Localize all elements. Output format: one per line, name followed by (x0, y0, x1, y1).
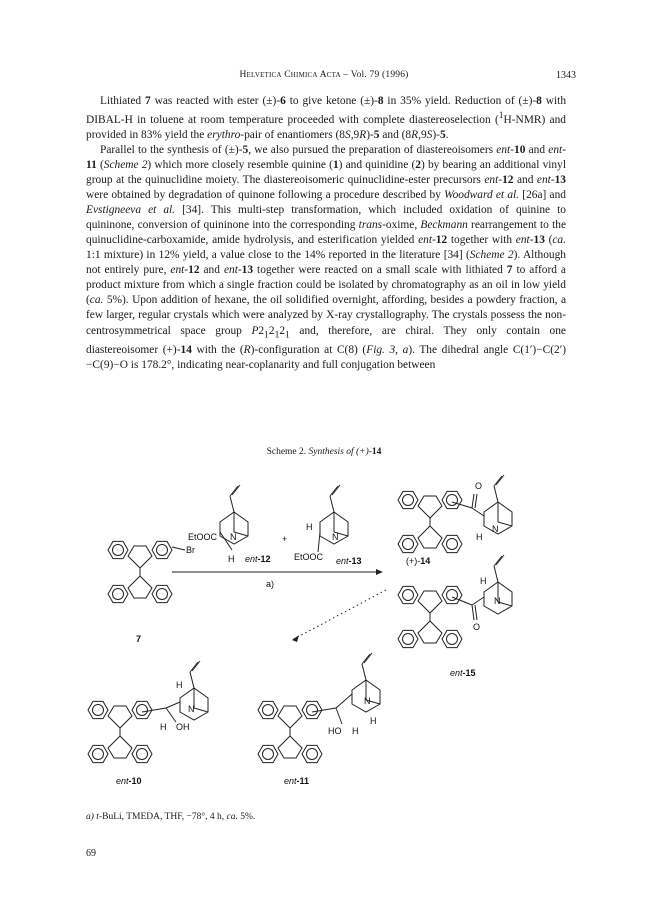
text-run: Fig. 3, a (366, 343, 409, 356)
text-run: 2 (268, 324, 275, 337)
journal-volume: – Vol. 79 (1996) (340, 70, 409, 80)
text-run: was reacted with ester (±)- (150, 95, 281, 107)
text-run: ent (548, 143, 563, 156)
text-run: rearrangement to the quinuclidine-carboxamide, amide hydrolysis, and esterification yielded (86, 219, 566, 247)
scheme-prefix: Scheme 2. (266, 447, 309, 457)
text-run: 11 (86, 158, 97, 171)
scheme-footnote (86, 812, 255, 822)
text-run: 8 (536, 95, 542, 107)
text-run: 1 (264, 329, 269, 340)
ent-11-h2-label: H (352, 726, 359, 736)
text-run: Scheme 2 (469, 249, 514, 262)
text-run: Parallel to the synthesis of (±)- (100, 143, 243, 156)
text-run: 1 (498, 111, 504, 122)
text-run: - (550, 174, 555, 187)
conditions-label: a) (266, 579, 275, 589)
footnote-ca: ca. (226, 812, 238, 822)
running-head (0, 70, 648, 80)
text-run: 1 (332, 158, 339, 171)
text-run: R (243, 343, 251, 356)
text-run: 1 (274, 329, 280, 340)
reaction-arrowhead (376, 569, 383, 575)
text-run: ent (515, 234, 530, 247)
journal-name: Helvetica Chimica Acta (239, 70, 341, 80)
text-run: ,9 (418, 128, 427, 141)
text-run: ,9 (350, 128, 360, 141)
text-run: ent (418, 234, 432, 247)
compound-14-oxygen-label: O (475, 481, 483, 491)
text-run: trans (358, 219, 383, 232)
text-run: 5 (373, 128, 380, 141)
text-run: 6 (280, 95, 286, 107)
text-run: 2 (258, 324, 265, 337)
ent-11-structure (258, 653, 380, 763)
ent-15-oxygen-label: O (473, 622, 481, 632)
text-run: ca. (89, 294, 104, 307)
text-run: 5%). Upon addition of hexane, the oil solidified overnight, affording, besides a powdery fraction, a few larger, regular crystals which were analyzed by X-ray crystallography. The crystals possess the non-centrosymmetrical space group (86, 294, 566, 337)
text-run: 5 (242, 143, 249, 156)
text-run: 14 (180, 343, 192, 356)
text-run: Scheme 2 (103, 158, 148, 171)
ent-12-nitrogen-label: N (230, 532, 237, 542)
text-run: , we also pursued the preparation of diastereoisomers (248, 143, 497, 156)
text-run: )-configuration at C(8) ( (250, 343, 367, 356)
text-run: ). The dihedral angle C(1′)−C(2′)−C(9)−O is 178.2°, indicating near-coplanarity and full conjugation between (86, 343, 566, 371)
text-run: - (498, 174, 503, 187)
text-run: ) by bearing an additional vinyl group at the quinuclidine moiety. The diastereoisomeric quinuclidine-ester precursors (86, 158, 566, 187)
text-run: ent (484, 174, 499, 187)
text-run: 5 (439, 128, 446, 141)
text-run: together were reacted on a small scale with lithiated (253, 264, 507, 277)
text-run: - (431, 234, 436, 247)
ent-12-ester-label: EtOOC (188, 532, 218, 542)
text-run: 12 (188, 264, 200, 277)
text-run: to afford a product mixture from which a single fraction could be isolated by chromatography as an oil in low yield ( (86, 264, 566, 307)
ent-15-nitrogen-label: N (494, 596, 501, 606)
text-run: Woodward et al. (444, 189, 520, 202)
text-run: ( (96, 158, 104, 171)
text-run: with the ( (191, 343, 244, 356)
bromo-label: Br (186, 545, 195, 555)
text-run: and (513, 174, 537, 187)
text-run: Lithiated (100, 95, 146, 107)
text-run: S (426, 128, 433, 141)
text-run: ent (223, 264, 238, 277)
compound-14-label: (+)-14 (406, 556, 431, 566)
scheme-caption (0, 447, 648, 457)
footnote-text-end: 5%. (237, 812, 256, 822)
compound-14-nitrogen-label: N (492, 524, 499, 534)
dotted-arrow (292, 590, 386, 640)
text-run: Beckmann (420, 219, 468, 232)
ent-13-nitrogen-label: N (332, 532, 339, 542)
plus-sign: + (282, 534, 288, 544)
ent-10-h2-label: H (160, 722, 167, 732)
footnote-text: -BuLi, TMEDA, THF, −78°, 4 h, (98, 812, 227, 822)
paragraph-1 (86, 94, 566, 143)
ent-12-h-label: H (228, 554, 235, 564)
text-run: - (510, 143, 514, 156)
ent-10-h-label: H (176, 680, 183, 690)
text-run: 2 (415, 158, 421, 171)
text-run: 12 (435, 234, 448, 247)
ent-13-ester-label: EtOOC (294, 552, 324, 562)
ent-11-ho-label: HO (328, 726, 342, 736)
text-run: erythro (207, 128, 241, 141)
compound-14-structure (398, 475, 512, 553)
ent-10-oh-label: OH (176, 722, 190, 732)
text-run: with DIBAL-H in toluene at room temperature proceeded with complete diastereoselection ( (86, 95, 567, 126)
text-run: H-NMR) and provided in 83% yield the (86, 113, 566, 141)
scheme-title-italic: Synthesis of (+)- (308, 447, 372, 457)
ent-13-h-label: H (306, 522, 313, 532)
scheme-2-structures (80, 462, 560, 807)
text-run: - (529, 234, 534, 247)
compound-14-h-label: H (476, 532, 483, 542)
body-text (86, 94, 566, 373)
scheme-title-bold: 14 (371, 447, 382, 457)
text-run: 7 (506, 264, 513, 277)
text-run: ). Although not entirely pure, (86, 249, 566, 277)
ent-11-nitrogen-label: N (364, 696, 371, 706)
text-run: and (8 (379, 128, 412, 141)
text-run: - (562, 143, 566, 156)
ent-15-h-label: H (480, 576, 487, 586)
text-run: ) which more closely resemble quinine ( (147, 158, 333, 171)
text-run: were obtained by degradation of quinone following a procedure described by (86, 189, 445, 202)
text-run: [26a] and (519, 189, 566, 202)
ent-10-nitrogen-label: N (188, 704, 195, 714)
text-run: ent (496, 143, 511, 156)
text-run: 13 (533, 234, 545, 247)
text-run: and, therefore, are chiral. They only contain one diastereoisomer (+)- (86, 324, 566, 356)
text-run: 13 (241, 264, 254, 277)
text-run: P (251, 324, 259, 337)
text-run: )- (366, 128, 374, 141)
text-run: Evstigneeva et al. (86, 204, 176, 217)
text-run: 13 (554, 174, 566, 187)
text-run: )- (432, 128, 440, 141)
text-run: ent (170, 264, 185, 277)
text-run: to give ketone (±)- (285, 95, 378, 107)
ent-11-h-label: H (370, 716, 377, 726)
compound-7-label: 7 (136, 634, 142, 644)
text-run: -oxime, (382, 219, 421, 232)
text-run: 8 (377, 95, 384, 107)
ent-11-label: ent-11 (284, 776, 310, 786)
text-run: R (411, 128, 419, 141)
text-run: ent (536, 174, 551, 187)
text-run: - (237, 264, 242, 277)
dotted-arrowhead (292, 635, 299, 642)
text-run: 1 (285, 329, 290, 340)
text-run: - (184, 264, 189, 277)
text-run: ) and quinidine ( (338, 158, 416, 171)
text-run: ( (544, 234, 553, 247)
text-run: together with (447, 234, 516, 247)
text-run: and (525, 143, 549, 156)
text-run: . (445, 128, 449, 141)
footnote-marker: a) (86, 812, 94, 822)
text-run: ca. (552, 234, 566, 247)
text-run: [34]. This multi-step transformation, which included oxidation of quinine to quininone, conversion of quininone into the corresponding (86, 204, 567, 232)
text-run: R (359, 128, 367, 141)
text-run: and (199, 264, 224, 277)
text-run: 12 (502, 174, 514, 187)
paragraph-2 (86, 143, 566, 373)
text-run: in 35% yield. Reduction of (±)- (383, 95, 537, 107)
ent-12-label: ent-12 (245, 554, 271, 564)
ent-10-label: ent-10 (116, 776, 142, 786)
text-run: 2 (279, 324, 286, 337)
footnote-reagent-italic: t (96, 812, 99, 822)
text-run: -pair of enantiomers (8 (240, 128, 345, 141)
ent-13-label: ent-13 (336, 556, 362, 566)
text-run: 1:1 mixture) in 12% yield, a value close to the 14% reported in the literature [34] ( (86, 249, 470, 262)
page-footer-number: 69 (86, 848, 96, 859)
ent-15-label: ent-15 (450, 668, 476, 678)
text-run: 7 (145, 95, 151, 107)
page-number: 1343 (556, 70, 576, 81)
text-run: S (344, 128, 351, 141)
text-run: 10 (514, 143, 526, 156)
